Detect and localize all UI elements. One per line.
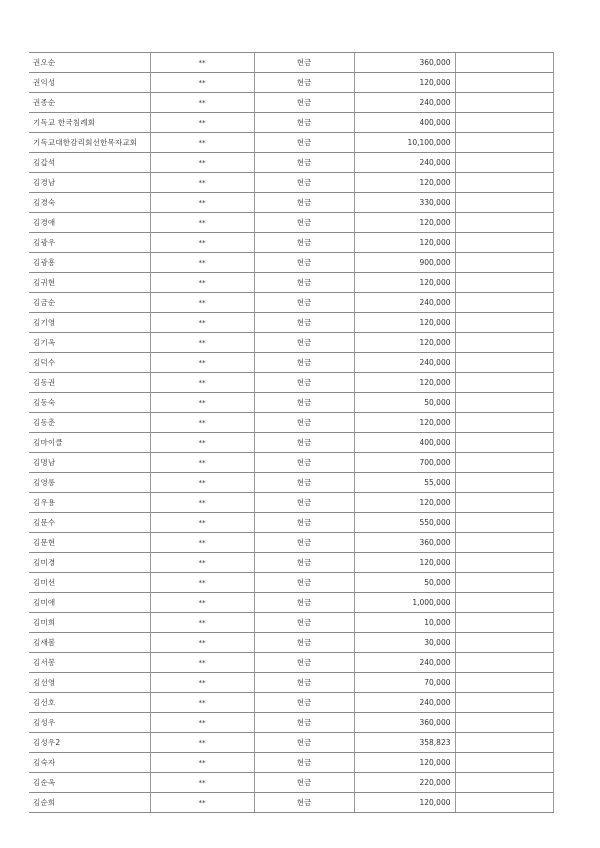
table-row — [29, 573, 553, 593]
masked-id-cell: ** — [150, 73, 254, 93]
donor-name-cell: 김마이클 — [29, 433, 150, 453]
donor-name-cell: 권종순 — [29, 93, 150, 113]
donation-type-cell: 현금 — [254, 133, 354, 153]
donation-type-cell: 현금 — [254, 93, 354, 113]
amount-cell: 120,000 — [354, 173, 455, 193]
table-row — [29, 753, 553, 773]
donation-type-cell: 현금 — [254, 53, 354, 73]
note-cell — [455, 193, 553, 213]
amount-cell: 120,000 — [354, 753, 455, 773]
masked-id-cell: ** — [150, 593, 254, 613]
amount-cell: 120,000 — [354, 333, 455, 353]
masked-id-cell: ** — [150, 133, 254, 153]
masked-id-cell: ** — [150, 653, 254, 673]
masked-id-cell: ** — [150, 733, 254, 753]
donation-type-cell: 현금 — [254, 673, 354, 693]
masked-id-cell: ** — [150, 573, 254, 593]
donor-name-cell: 김경애 — [29, 213, 150, 233]
donation-type-cell: 현금 — [254, 333, 354, 353]
masked-id-cell: ** — [150, 273, 254, 293]
note-cell — [455, 633, 553, 653]
note-cell — [455, 573, 553, 593]
masked-id-cell: ** — [150, 513, 254, 533]
masked-id-cell: ** — [150, 53, 254, 73]
donor-name-cell: 김서봉 — [29, 653, 150, 673]
amount-cell: 30,000 — [354, 633, 455, 653]
donor-name-cell: 김갑석 — [29, 153, 150, 173]
amount-cell: 240,000 — [354, 693, 455, 713]
table-row — [29, 473, 553, 493]
masked-id-cell: ** — [150, 453, 254, 473]
note-cell — [455, 153, 553, 173]
donation-type-cell: 현금 — [254, 293, 354, 313]
amount-cell: 240,000 — [354, 353, 455, 373]
note-cell — [455, 473, 553, 493]
masked-id-cell: ** — [150, 293, 254, 313]
amount-cell: 240,000 — [354, 653, 455, 673]
donor-name-cell: 김새봄 — [29, 633, 150, 653]
note-cell — [455, 453, 553, 473]
donation-type-cell: 현금 — [254, 773, 354, 793]
donation-type-cell: 현금 — [254, 393, 354, 413]
note-cell — [455, 93, 553, 113]
donor-name-cell: 기독교대한감리회선한목자교회 — [29, 133, 150, 153]
donor-name-cell: 김미희 — [29, 613, 150, 633]
amount-cell: 120,000 — [354, 553, 455, 573]
amount-cell: 120,000 — [354, 273, 455, 293]
amount-cell: 70,000 — [354, 673, 455, 693]
donation-type-cell: 현금 — [254, 193, 354, 213]
donor-name-cell: 김명남 — [29, 453, 150, 473]
donor-name-cell: 김광우 — [29, 233, 150, 253]
note-cell — [455, 673, 553, 693]
table-row — [29, 633, 553, 653]
note-cell — [455, 793, 553, 813]
note-cell — [455, 493, 553, 513]
donation-type-cell: 현금 — [254, 693, 354, 713]
masked-id-cell: ** — [150, 353, 254, 373]
table-row — [29, 493, 553, 513]
masked-id-cell: ** — [150, 533, 254, 553]
note-cell — [455, 73, 553, 93]
masked-id-cell: ** — [150, 373, 254, 393]
table-row — [29, 333, 553, 353]
amount-cell: 50,000 — [354, 393, 455, 413]
donor-name-cell: 김경숙 — [29, 193, 150, 213]
table-row — [29, 593, 553, 613]
donor-name-cell: 기독교 한국침례회 — [29, 113, 150, 133]
masked-id-cell: ** — [150, 633, 254, 653]
donor-name-cell: 김광흥 — [29, 253, 150, 273]
note-cell — [455, 253, 553, 273]
amount-cell: 120,000 — [354, 793, 455, 813]
table-row — [29, 453, 553, 473]
donation-type-cell: 현금 — [254, 153, 354, 173]
donation-type-cell: 현금 — [254, 633, 354, 653]
amount-cell: 700,000 — [354, 453, 455, 473]
donor-name-cell: 김덕수 — [29, 353, 150, 373]
donation-type-cell: 현금 — [254, 113, 354, 133]
masked-id-cell: ** — [150, 793, 254, 813]
note-cell — [455, 53, 553, 73]
note-cell — [455, 353, 553, 373]
table-row — [29, 353, 553, 373]
table-row — [29, 773, 553, 793]
note-cell — [455, 113, 553, 133]
donation-type-cell: 현금 — [254, 73, 354, 93]
note-cell — [455, 653, 553, 673]
donation-type-cell: 현금 — [254, 253, 354, 273]
donor-name-cell: 김미경 — [29, 553, 150, 573]
table-row — [29, 173, 553, 193]
masked-id-cell: ** — [150, 473, 254, 493]
donation-type-cell: 현금 — [254, 313, 354, 333]
donor-name-cell: 김문현 — [29, 533, 150, 553]
amount-cell: 240,000 — [354, 93, 455, 113]
table-row — [29, 273, 553, 293]
masked-id-cell: ** — [150, 673, 254, 693]
note-cell — [455, 773, 553, 793]
table-row — [29, 313, 553, 333]
note-cell — [455, 173, 553, 193]
amount-cell: 240,000 — [354, 293, 455, 313]
amount-cell: 55,000 — [354, 473, 455, 493]
table-row — [29, 413, 553, 433]
donor-name-cell: 권오순 — [29, 53, 150, 73]
amount-cell: 400,000 — [354, 433, 455, 453]
donation-type-cell: 현금 — [254, 413, 354, 433]
amount-cell: 360,000 — [354, 533, 455, 553]
donor-name-cell: 김우용 — [29, 493, 150, 513]
donation-type-cell: 현금 — [254, 493, 354, 513]
table-row — [29, 93, 553, 113]
donation-type-cell: 현금 — [254, 553, 354, 573]
masked-id-cell: ** — [150, 173, 254, 193]
donation-type-cell: 현금 — [254, 433, 354, 453]
masked-id-cell: ** — [150, 493, 254, 513]
amount-cell: 120,000 — [354, 413, 455, 433]
table-row — [29, 793, 553, 813]
note-cell — [455, 313, 553, 333]
amount-cell: 120,000 — [354, 373, 455, 393]
donation-type-cell: 현금 — [254, 733, 354, 753]
note-cell — [455, 753, 553, 773]
donation-table — [29, 52, 554, 813]
donor-name-cell: 김미애 — [29, 593, 150, 613]
masked-id-cell: ** — [150, 413, 254, 433]
table-row — [29, 553, 553, 573]
amount-cell: 360,000 — [354, 53, 455, 73]
note-cell — [455, 733, 553, 753]
table-row — [29, 433, 553, 453]
amount-cell: 120,000 — [354, 213, 455, 233]
donation-type-cell: 현금 — [254, 513, 354, 533]
donation-type-cell: 현금 — [254, 753, 354, 773]
donation-type-cell: 현금 — [254, 173, 354, 193]
masked-id-cell: ** — [150, 253, 254, 273]
donor-name-cell: 김선영 — [29, 673, 150, 693]
amount-cell: 550,000 — [354, 513, 455, 533]
note-cell — [455, 333, 553, 353]
table-row — [29, 733, 553, 753]
donor-name-cell: 김순옥 — [29, 773, 150, 793]
table-row — [29, 253, 553, 273]
note-cell — [455, 413, 553, 433]
masked-id-cell: ** — [150, 433, 254, 453]
donor-name-cell: 김문수 — [29, 513, 150, 533]
donation-type-cell: 현금 — [254, 273, 354, 293]
amount-cell: 330,000 — [354, 193, 455, 213]
note-cell — [455, 513, 553, 533]
amount-cell: 10,000 — [354, 613, 455, 633]
donation-type-cell: 현금 — [254, 213, 354, 233]
note-cell — [455, 593, 553, 613]
amount-cell: 120,000 — [354, 493, 455, 513]
table-row — [29, 53, 553, 73]
table-row — [29, 613, 553, 633]
donation-type-cell: 현금 — [254, 613, 354, 633]
note-cell — [455, 533, 553, 553]
table-row — [29, 673, 553, 693]
amount-cell: 120,000 — [354, 233, 455, 253]
table-row — [29, 133, 553, 153]
note-cell — [455, 393, 553, 413]
masked-id-cell: ** — [150, 333, 254, 353]
donation-type-cell: 현금 — [254, 453, 354, 473]
masked-id-cell: ** — [150, 113, 254, 133]
table-row — [29, 153, 553, 173]
donation-table-body — [29, 53, 553, 813]
masked-id-cell: ** — [150, 773, 254, 793]
masked-id-cell: ** — [150, 753, 254, 773]
note-cell — [455, 233, 553, 253]
table-row — [29, 193, 553, 213]
amount-cell: 120,000 — [354, 73, 455, 93]
donation-type-cell: 현금 — [254, 573, 354, 593]
donation-type-cell: 현금 — [254, 353, 354, 373]
masked-id-cell: ** — [150, 193, 254, 213]
donation-type-cell: 현금 — [254, 233, 354, 253]
masked-id-cell: ** — [150, 213, 254, 233]
donation-type-cell: 현금 — [254, 533, 354, 553]
donation-type-cell: 현금 — [254, 373, 354, 393]
note-cell — [455, 693, 553, 713]
masked-id-cell: ** — [150, 233, 254, 253]
note-cell — [455, 373, 553, 393]
donor-name-cell: 권익성 — [29, 73, 150, 93]
donor-name-cell: 김동숙 — [29, 393, 150, 413]
donation-type-cell: 현금 — [254, 713, 354, 733]
amount-cell: 400,000 — [354, 113, 455, 133]
note-cell — [455, 613, 553, 633]
note-cell — [455, 213, 553, 233]
donor-name-cell: 김동춘 — [29, 413, 150, 433]
table-row — [29, 393, 553, 413]
donor-name-cell: 김귀현 — [29, 273, 150, 293]
donor-name-cell: 김숙자 — [29, 753, 150, 773]
donor-name-cell: 김순희 — [29, 793, 150, 813]
table-row — [29, 233, 553, 253]
donor-name-cell: 김선호 — [29, 693, 150, 713]
masked-id-cell: ** — [150, 393, 254, 413]
amount-cell: 10,100,000 — [354, 133, 455, 153]
masked-id-cell: ** — [150, 553, 254, 573]
amount-cell: 1,000,000 — [354, 593, 455, 613]
table-row — [29, 533, 553, 553]
note-cell — [455, 433, 553, 453]
table-row — [29, 713, 553, 733]
donor-name-cell: 김영롱 — [29, 473, 150, 493]
amount-cell: 360,000 — [354, 713, 455, 733]
table-row — [29, 213, 553, 233]
note-cell — [455, 273, 553, 293]
donor-name-cell: 김동권 — [29, 373, 150, 393]
donor-name-cell: 김미선 — [29, 573, 150, 593]
masked-id-cell: ** — [150, 93, 254, 113]
note-cell — [455, 293, 553, 313]
donor-name-cell: 김기옥 — [29, 333, 150, 353]
note-cell — [455, 133, 553, 153]
masked-id-cell: ** — [150, 613, 254, 633]
donation-type-cell: 현금 — [254, 653, 354, 673]
masked-id-cell: ** — [150, 153, 254, 173]
table-row — [29, 653, 553, 673]
donation-type-cell: 현금 — [254, 593, 354, 613]
table-row — [29, 513, 553, 533]
amount-cell: 358,823 — [354, 733, 455, 753]
table-row — [29, 693, 553, 713]
donor-name-cell: 김기영 — [29, 313, 150, 333]
masked-id-cell: ** — [150, 313, 254, 333]
donor-name-cell: 김성우2 — [29, 733, 150, 753]
donation-type-cell: 현금 — [254, 793, 354, 813]
donation-type-cell: 현금 — [254, 473, 354, 493]
amount-cell: 220,000 — [354, 773, 455, 793]
table-row — [29, 373, 553, 393]
table-row — [29, 73, 553, 93]
note-cell — [455, 713, 553, 733]
table-row — [29, 113, 553, 133]
amount-cell: 120,000 — [354, 313, 455, 333]
amount-cell: 50,000 — [354, 573, 455, 593]
masked-id-cell: ** — [150, 713, 254, 733]
donor-name-cell: 김금순 — [29, 293, 150, 313]
table-row — [29, 293, 553, 313]
masked-id-cell: ** — [150, 693, 254, 713]
donation-sheet — [29, 52, 553, 813]
amount-cell: 900,000 — [354, 253, 455, 273]
note-cell — [455, 553, 553, 573]
donor-name-cell: 김경남 — [29, 173, 150, 193]
donor-name-cell: 김성우 — [29, 713, 150, 733]
amount-cell: 240,000 — [354, 153, 455, 173]
